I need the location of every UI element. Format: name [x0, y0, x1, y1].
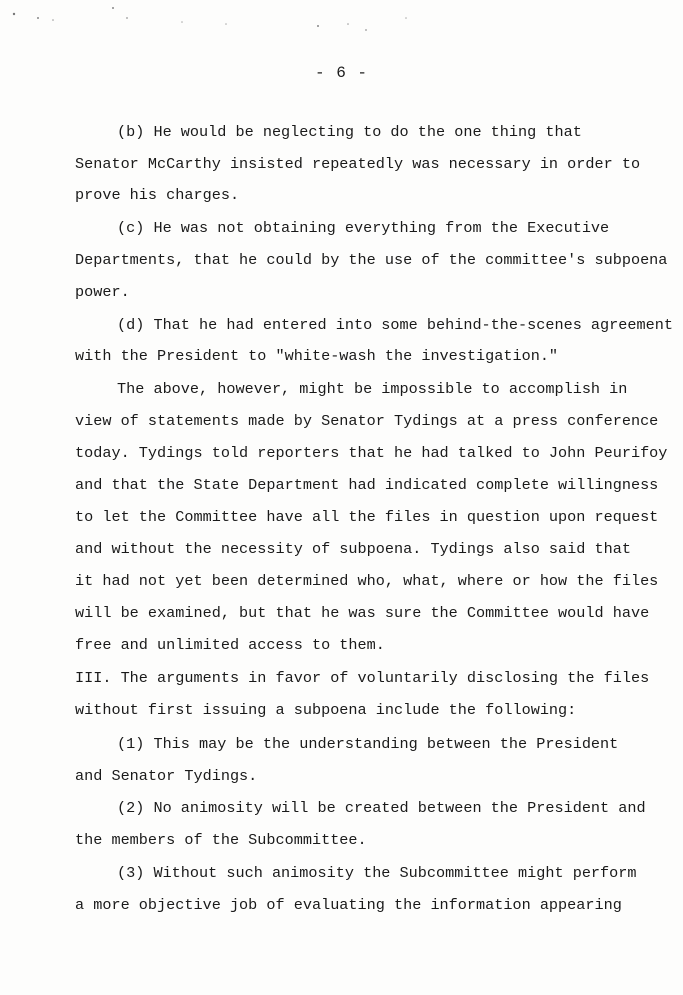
text-line: and Senator Tydings. — [75, 767, 258, 785]
text-line: (1) This may be the understanding between the President — [117, 735, 619, 753]
text-line: and that the State Department had indicated complete willingness — [75, 476, 659, 494]
text-line: the members of the Subcommittee. — [75, 831, 367, 849]
text-line: (d) That he had entered into some behind-the-scenes agreement — [117, 316, 673, 334]
text-line: (3) Without such animosity the Subcommittee might perform — [117, 864, 637, 882]
text-line: Senator McCarthy insisted repeatedly was necessary in order to — [75, 155, 641, 173]
text-line: The above, however, might be impossible to accomplish in — [117, 380, 628, 398]
text-line: (c) He was not obtaining everything from the Executive — [117, 219, 610, 237]
text-line: prove his charges. — [75, 186, 240, 204]
text-line: (b) He would be neglecting to do the one thing that — [117, 123, 582, 141]
text-line: to let the Committee have all the files in question upon request — [75, 508, 659, 526]
text-line: III. The arguments in favor of voluntarily disclosing the files — [75, 669, 650, 687]
page-number: - 6 - — [314, 64, 368, 82]
text-line: and without the necessity of subpoena. Tydings also said that — [75, 540, 631, 558]
text-line: will be examined, but that he was sure the Committee would have — [75, 604, 650, 622]
text-line: a more objective job of evaluating the information appearing — [75, 896, 622, 914]
text-line: without first issuing a subpoena include the following: — [75, 701, 577, 719]
paper-specks-decoration — [0, 0, 683, 60]
text-line: Departments, that he could by the use of the committee's subpoena — [75, 251, 668, 269]
text-line: today. Tydings told reporters that he had talked to John Peurifoy — [75, 444, 668, 462]
text-line: free and unlimited access to them. — [75, 636, 385, 654]
text-line: (2) No animosity will be created between the President and — [117, 799, 646, 817]
text-line: view of statements made by Senator Tydings at a press conference — [75, 412, 659, 430]
text-line: with the President to "white-wash the investigation." — [75, 347, 559, 365]
text-line: it had not yet been determined who, what, where or how the files — [75, 572, 659, 590]
text-line: power. — [75, 283, 130, 301]
